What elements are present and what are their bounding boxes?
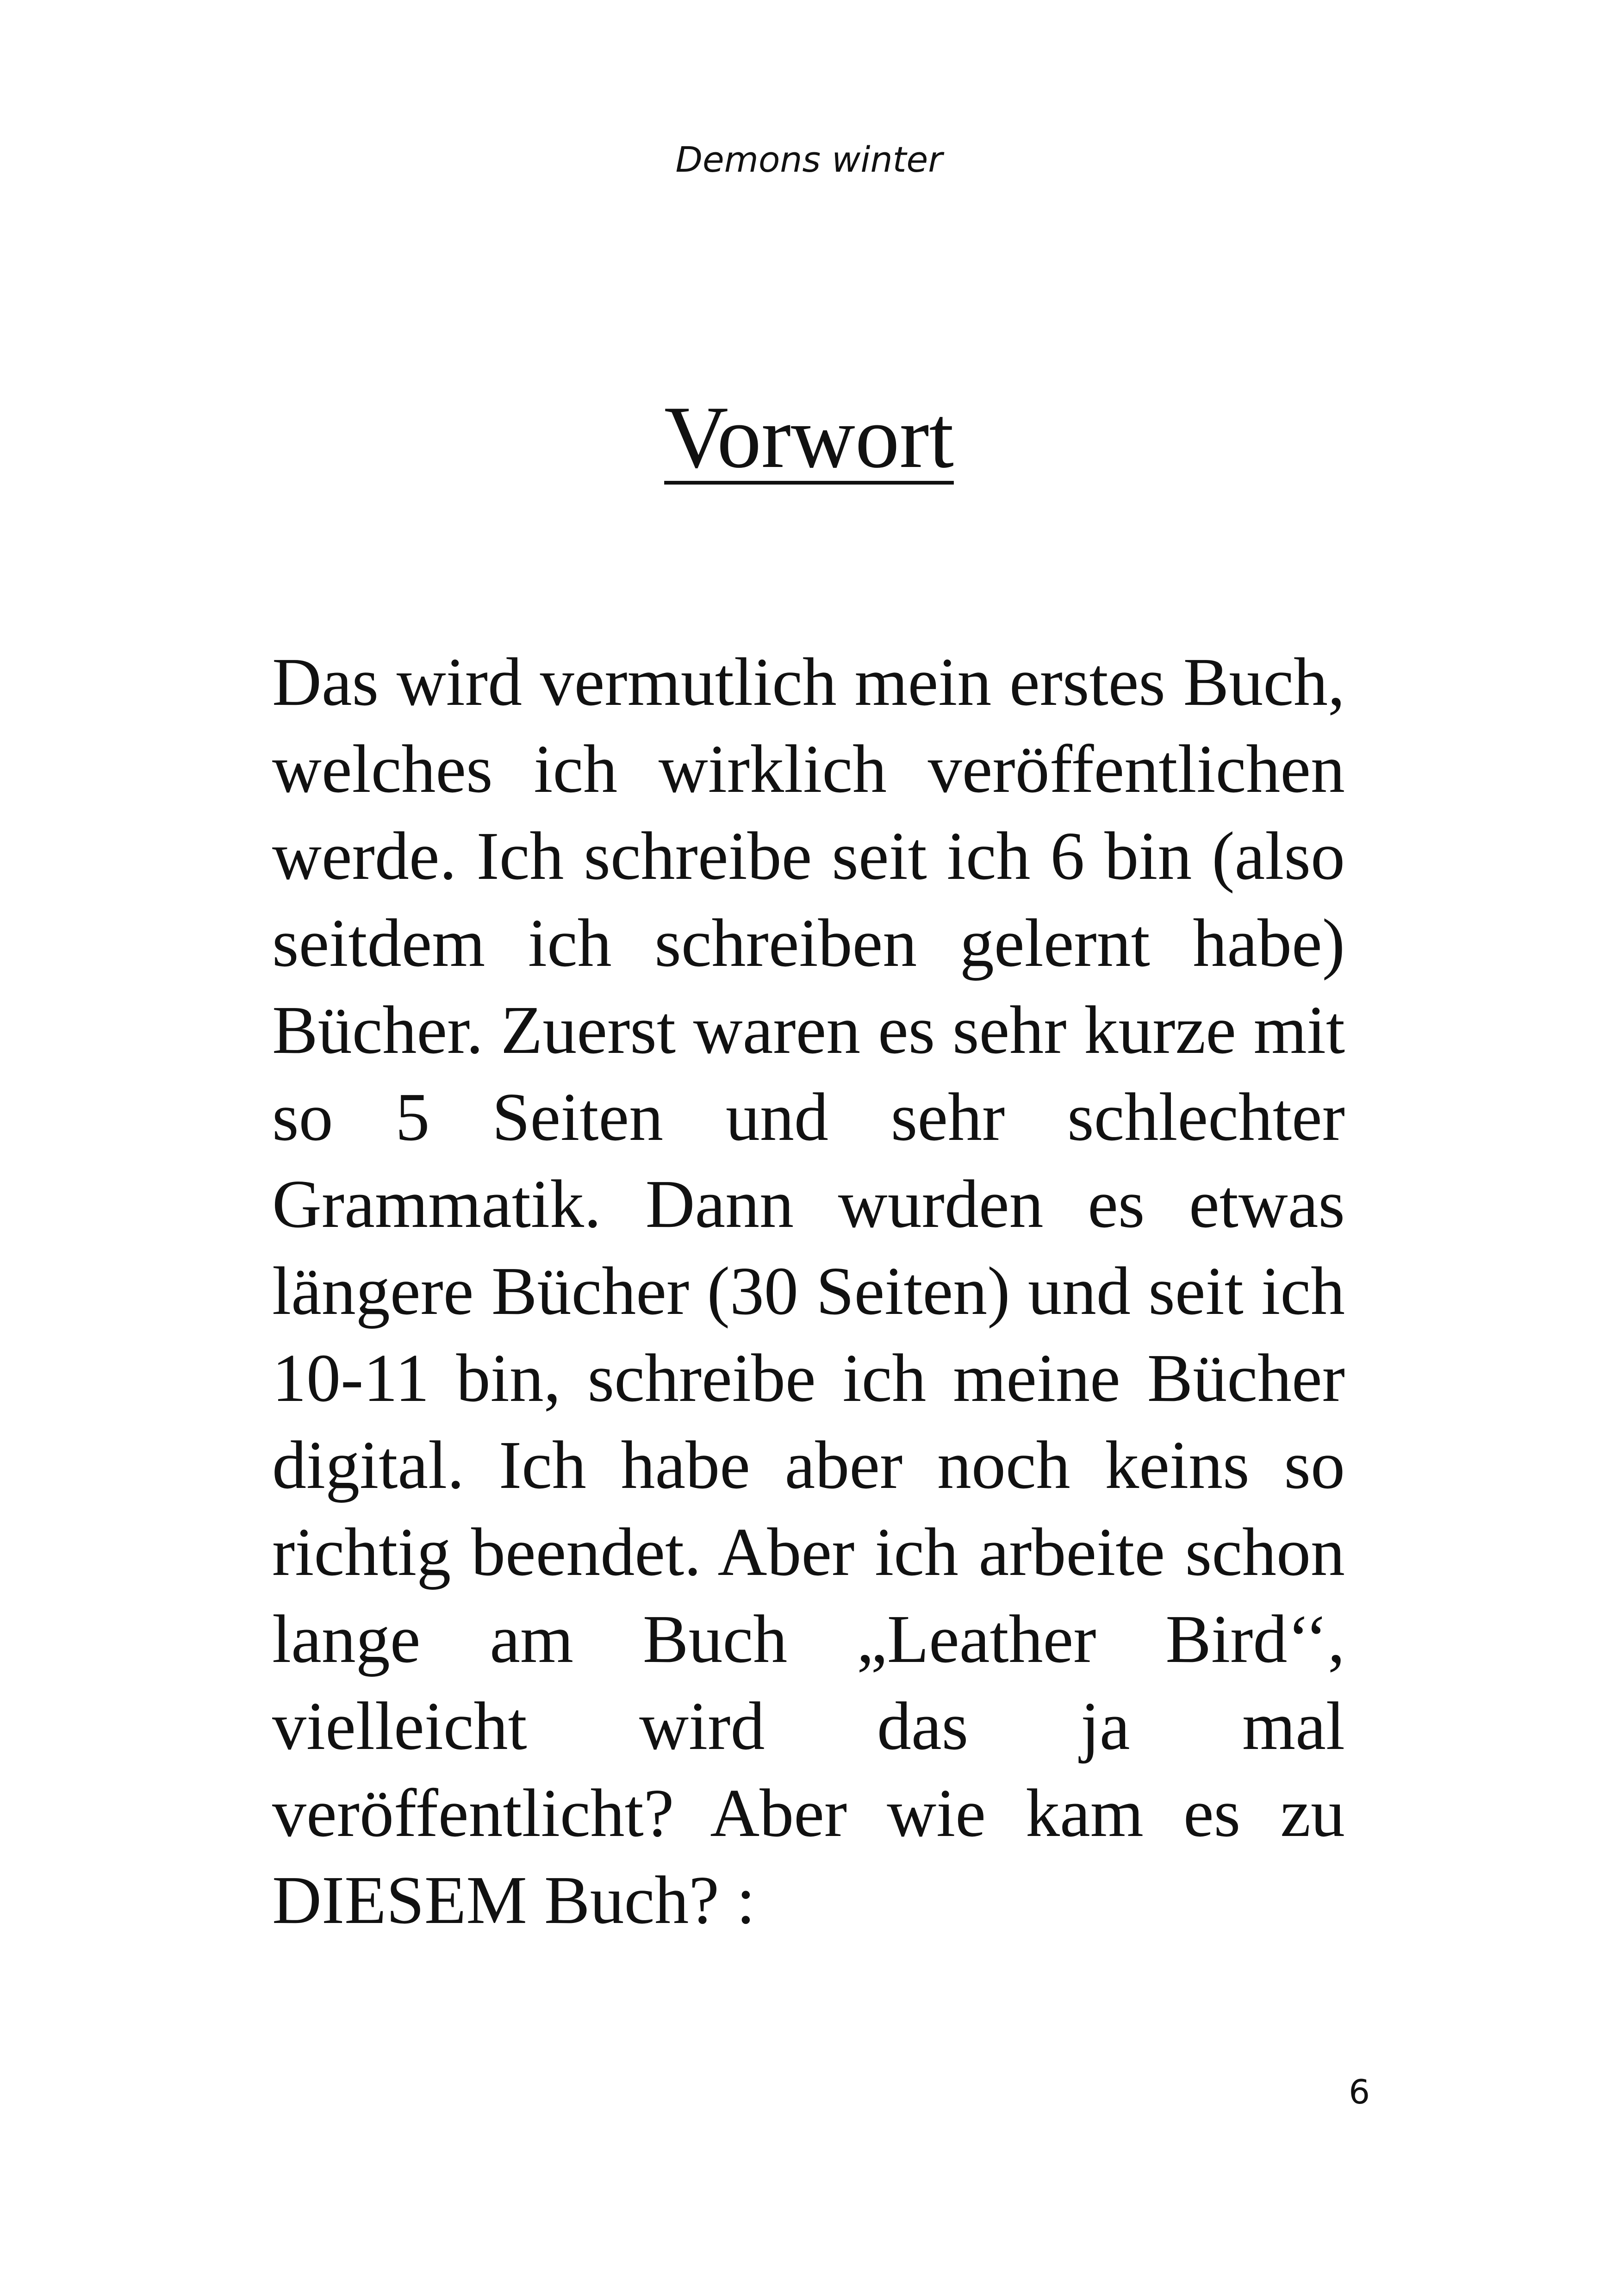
chapter-title bbox=[0, 382, 1618, 493]
running-header: Demons winter bbox=[675, 139, 943, 180]
chapter-title-text: Vorwort bbox=[664, 388, 954, 486]
body-paragraph: Das wird vermutlich mein erstes Buch, welches ich wirklich veröffentlichen werde. Ich schreibe seit ich 6 bin (also seitdem ich schreiben gelernt habe) Bücher. Zuerst waren es sehr kurze mit so 5 Seiten und sehr schlechter Grammatik. Dann wurden es etwas längere Bücher (30 Seiten) und seit ich 10-11 bin, schreibe ich meine Bücher digital. Ich habe aber noch keins so richtig beendet. Aber ich arbeite schon lange am Buch „Leather Bird‘‘, vielleicht wird das ja mal veröffentlicht? Aber wie kam es zu DIESEM Buch? : bbox=[272, 644, 1345, 1938]
page-number: 6 bbox=[1349, 2072, 1370, 2111]
